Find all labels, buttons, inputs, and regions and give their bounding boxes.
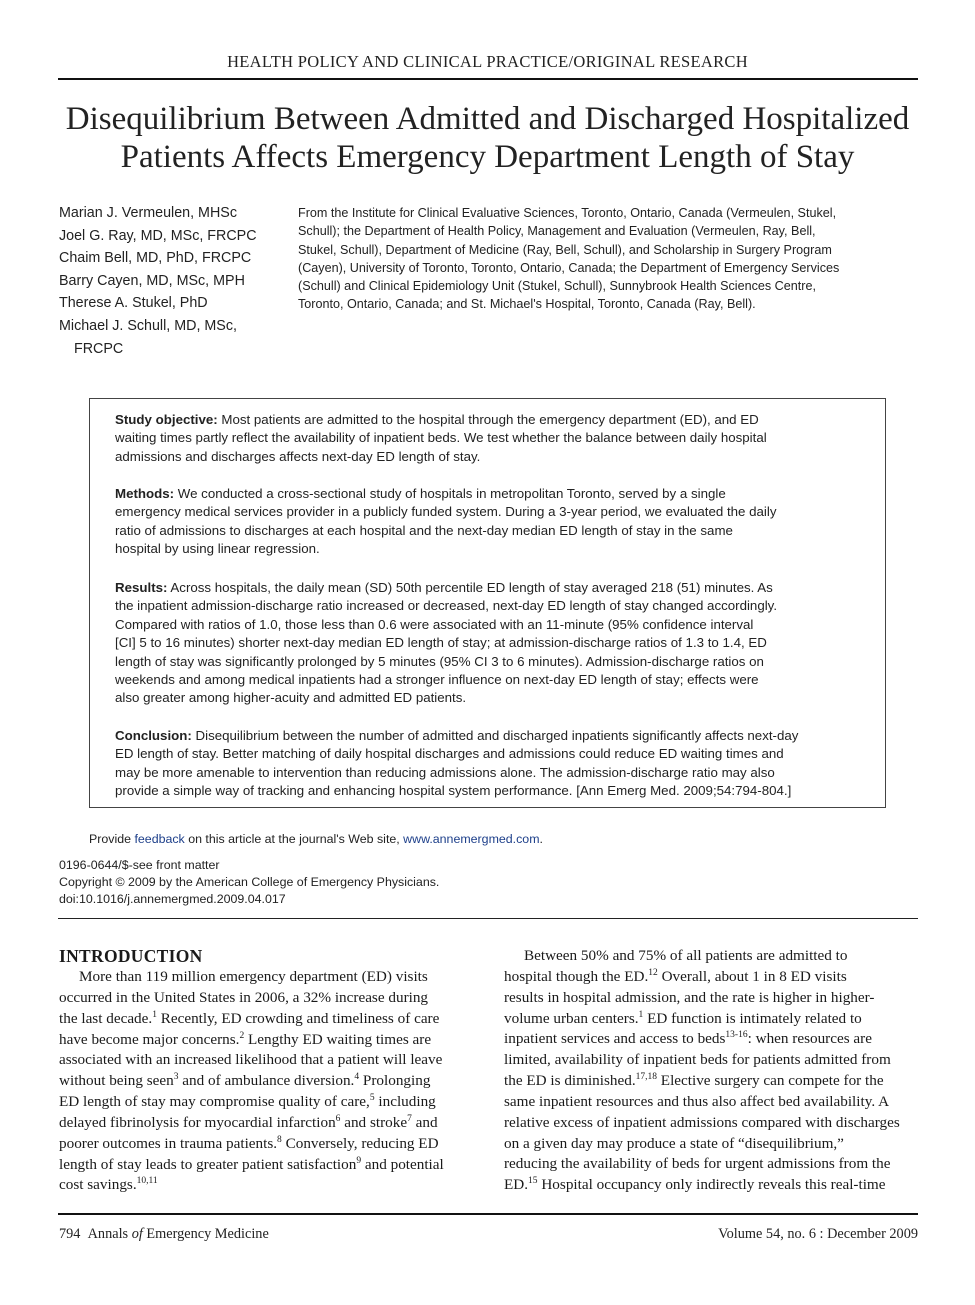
title-line: Patients Affects Emergency Department Length of Stay — [120, 139, 855, 175]
body-text: results in hospital admission, and the rate is higher in higher- — [504, 988, 875, 1006]
abstract-line: [CI] 5 to 16 minutes) shorter next-day median ED length of stay; at admission-discharge ratios of 1.3 to 1.4, ED — [115, 635, 767, 651]
body-text: Recently, ED crowding and timeliness of care — [156, 1009, 440, 1027]
body-text-line — [504, 946, 916, 967]
abstract-objective — [115, 411, 870, 466]
top-rule — [58, 78, 918, 80]
title-line: Disequilibrium Between Admitted and Discharged Hospitalized — [65, 101, 910, 137]
body-text-line — [504, 1154, 916, 1175]
author: Joel G. Ray, MD, MSc, FRCPC — [59, 227, 257, 244]
feedback-text: on this article at the journal's Web site, — [184, 832, 404, 846]
journal-name-of: of — [131, 1226, 143, 1242]
abstract-line: length of stay was significantly prolonged by 5 minutes (95% CI 3 to 6 minutes). Admission-discharge ratios on — [115, 653, 764, 669]
citation-marker[interactable]: 15 — [528, 1176, 538, 1187]
affiliation-line: (Schull) and Clinical Epidemiology Unit (Stukel, Schull), Sunnybrook Health Sciences Centre, — [298, 279, 816, 294]
abstract-line: weekends and among medical inpatients had a stronger influence on next-day ED length of stay; effects were — [115, 672, 759, 688]
body-text: without being seen — [59, 1072, 174, 1090]
citation-marker[interactable]: 7 — [407, 1113, 412, 1124]
abstract-line: also greater among higher-acuity and admitted ED patients. — [115, 690, 467, 706]
conclusion-label: Conclusion: — [115, 728, 192, 743]
citation-marker[interactable]: 4 — [354, 1072, 360, 1083]
body-text-line — [59, 1071, 471, 1092]
page-number: 794 — [59, 1226, 81, 1242]
abstract-line: ED length of stay. Better matching of daily hospital discharges and admissions could reduce ED waiting times and — [115, 746, 784, 762]
doi-line[interactable]: doi:10.1016/j.annemergmed.2009.04.017 — [59, 892, 286, 906]
article-title — [40, 100, 935, 176]
body-text: volume urban centers. — [504, 1009, 639, 1027]
feedback-text: . — [539, 832, 543, 846]
body-text-line — [59, 1134, 471, 1155]
author-list — [59, 202, 289, 360]
body-text: Lengthy ED waiting times are — [244, 1030, 432, 1048]
body-text: the ED is diminished. — [504, 1072, 636, 1090]
methods-label: Methods: — [115, 486, 175, 501]
section-rule — [58, 918, 918, 919]
body-text-line — [59, 1030, 471, 1051]
body-text: occurred in the United States in 2006, a 32% increase during — [59, 988, 429, 1006]
copyright-line: Copyright © 2009 by the American College of Emergency Physicians. — [59, 875, 440, 889]
body-text: delayed fibrinolysis for myocardial infarction — [59, 1113, 336, 1131]
body-text-line — [504, 1113, 916, 1134]
citation-marker[interactable]: 10,11 — [136, 1176, 158, 1187]
body-text: have become major concerns. — [59, 1030, 240, 1048]
abstract-line: Compared with ratios of 1.0, those less than 0.6 were associated with an 11-minute (95% confidence interval — [115, 616, 754, 632]
abstract-conclusion — [115, 727, 870, 801]
body-text: ED function is intimately related to — [643, 1009, 862, 1027]
body-text: ED length of stay may compromise quality of care, — [59, 1093, 370, 1111]
body-text-line — [59, 1092, 471, 1113]
affiliation-line: From the Institute for Clinical Evaluative Sciences, Toronto, Ontario, Canada (Vermeulen, Stukel, — [298, 206, 837, 220]
body-text-line — [504, 1071, 916, 1092]
body-text-line — [59, 1175, 471, 1196]
author: Barry Cayen, MD, MSc, MPH — [59, 272, 245, 289]
body-text: and of ambulance diversion. — [178, 1072, 355, 1090]
body-text-line — [59, 988, 471, 1009]
footer-rule — [58, 1213, 918, 1215]
body-text-line — [59, 1113, 471, 1134]
body-text: associated with an increased likelihood that a patient will leave — [59, 1051, 443, 1069]
abstract-line: may be more amenable to intervention than reducing admissions alone. The admission-discharge ratio may also — [115, 764, 775, 780]
feedback-text: Provide — [89, 832, 135, 846]
abstract-line: ratio of admissions to discharges at each hospital and the next-day median ED length of stay in the same — [115, 522, 733, 538]
citation-marker[interactable]: 5 — [369, 1093, 375, 1104]
citation-marker[interactable]: 6 — [335, 1113, 341, 1124]
body-text-line — [504, 967, 916, 988]
body-text: poorer outcomes in trauma patients. — [59, 1134, 278, 1152]
citation-marker[interactable]: 17,18 — [635, 1072, 657, 1083]
intro-column-left — [59, 967, 471, 1196]
section-label: HEALTH POLICY AND CLINICAL PRACTICE/ORIGINAL RESEARCH — [227, 52, 748, 71]
footer-journal — [59, 1226, 269, 1243]
citation-marker[interactable]: 8 — [277, 1134, 282, 1145]
abstract-line: hospital by using linear regression. — [115, 541, 320, 557]
intro-heading: INTRODUCTION — [59, 946, 203, 966]
body-text: Elective surgery can compete for the — [657, 1072, 884, 1090]
body-text: Prolonging — [359, 1072, 431, 1090]
body-text-line — [59, 1009, 471, 1030]
body-text: reducing the availability of beds for urgent admissions from the — [504, 1155, 891, 1173]
body-text-line — [59, 967, 471, 988]
issn-line: 0196-0644/$-see front matter — [59, 858, 220, 872]
body-text: ED. — [504, 1176, 529, 1194]
body-text-line — [504, 988, 916, 1009]
citation-marker[interactable]: 13-16 — [725, 1030, 748, 1041]
body-text: and stroke — [340, 1113, 408, 1131]
abstract-line: Disequilibrium between the number of admitted and discharged inpatients significantly affects next-day — [191, 728, 799, 743]
affiliation-line: (Cayen), University of Toronto, Toronto, Ontario, Canada; the Department of Emergency Services — [298, 260, 840, 275]
body-text: : when resources are — [747, 1030, 872, 1048]
citation-marker[interactable]: 1 — [638, 1009, 644, 1020]
body-text: same inpatient resources and thus also affect bed availability. A — [504, 1092, 890, 1110]
affiliations — [298, 204, 914, 314]
abstract-line: waiting times partly reflect the availability of inpatient beds. We test whether the balance between daily hospital — [115, 430, 767, 446]
citation-marker[interactable]: 3 — [173, 1072, 179, 1083]
body-text-line — [504, 1092, 916, 1113]
body-text: including — [374, 1093, 436, 1111]
body-text-line — [504, 1009, 916, 1030]
journal-name-post: Emergency Medicine — [142, 1226, 269, 1242]
intro-column-right — [504, 946, 916, 1196]
affiliation-line: Stukel, Schull), Department of Medicine (Ray, Bell, Schull), and Scholarship in Surgery Program — [298, 242, 832, 257]
citation-marker[interactable]: 1 — [152, 1009, 157, 1020]
body-text-line — [59, 1050, 471, 1071]
body-text-line — [504, 1029, 916, 1050]
footer-volume: Volume 54, no. 6 : December 2009 — [718, 1226, 918, 1242]
citation-marker[interactable]: 9 — [356, 1155, 362, 1166]
abstract-line: Most patients are admitted to the hospital through the emergency department (ED), and ED — [217, 412, 759, 427]
abstract-line: admissions and discharges affects next-day ED length of stay. — [115, 448, 481, 464]
objective-label: Study objective: — [115, 412, 218, 427]
body-text: hospital though the ED. — [504, 967, 649, 985]
body-text: inpatient services and access to beds — [504, 1030, 726, 1048]
body-text: Overall, about 1 in 8 ED visits — [657, 967, 847, 985]
abstract-line: Across hospitals, the daily mean (SD) 50th percentile ED length of stay averaged 218 (51) minutes. As — [167, 580, 773, 595]
body-text: More than 119 million emergency department (ED) visits — [79, 968, 428, 985]
body-text: Between 50% and 75% of all patients are admitted to — [524, 947, 848, 964]
body-text: and potential — [361, 1155, 444, 1173]
body-text: cost savings. — [59, 1176, 137, 1194]
feedback-link[interactable]: feedback — [134, 832, 185, 846]
abstract-methods — [115, 485, 870, 559]
body-text: Conversely, reducing ED — [281, 1134, 439, 1152]
body-text-line — [504, 1175, 916, 1196]
body-text: limited, availability of inpatient beds for patients admitted from — [504, 1051, 891, 1069]
body-text: and — [411, 1113, 438, 1131]
body-text: Hospital occupancy only indirectly reveals this real-time — [537, 1176, 886, 1194]
author: Therese A. Stukel, PhD — [59, 295, 208, 312]
abstract-results — [115, 579, 870, 708]
body-text-line — [504, 1134, 916, 1155]
journal-name-pre: Annals — [87, 1226, 132, 1242]
citation-marker[interactable]: 2 — [239, 1030, 245, 1041]
abstract-line: emergency medical services provider in a publicly funded system. During a 3-year period, we evaluated the daily — [115, 504, 777, 520]
affiliation-line: Schull); the Department of Health Policy, Management and Evaluation (Vermeulen, Ray, Bell, — [298, 224, 816, 239]
body-text-line — [504, 1050, 916, 1071]
author: Michael J. Schull, MD, MSc, — [59, 317, 237, 334]
journal-website-link[interactable]: www.annemergmed.com — [403, 832, 540, 846]
author: Chaim Bell, MD, PhD, FRCPC — [59, 250, 252, 267]
affiliation-line: Toronto, Ontario, Canada; and St. Michael's Hospital, Toronto, Canada (Ray, Bell). — [298, 297, 756, 312]
abstract-line: the inpatient admission-discharge ratio increased or decreased, next-day ED length of stay changed accordingly. — [115, 598, 778, 614]
abstract-box — [89, 398, 886, 808]
citation-marker[interactable]: 12 — [648, 967, 658, 978]
body-text: relative excess of inpatient admissions compared with discharges — [504, 1113, 900, 1131]
feedback-line — [89, 832, 543, 846]
abstract-line: provide a simple way of tracking and enhancing hospital system performance. [Ann Emerg Med. 2009;54:794-804.] — [115, 783, 792, 799]
results-label: Results: — [115, 580, 168, 595]
body-text: length of stay leads to greater patient satisfaction — [59, 1155, 357, 1173]
copyright-block — [59, 857, 439, 908]
author: Marian J. Vermeulen, MHSc — [59, 205, 237, 221]
body-text: on a given day may produce a state of “disequilibrium,” — [504, 1134, 844, 1152]
author: FRCPC — [74, 340, 124, 357]
abstract-line: We conducted a cross-sectional study of hospitals in metropolitan Toronto, served by a single — [174, 486, 726, 501]
body-text: the last decade. — [59, 1009, 153, 1027]
body-text-line — [59, 1155, 471, 1176]
